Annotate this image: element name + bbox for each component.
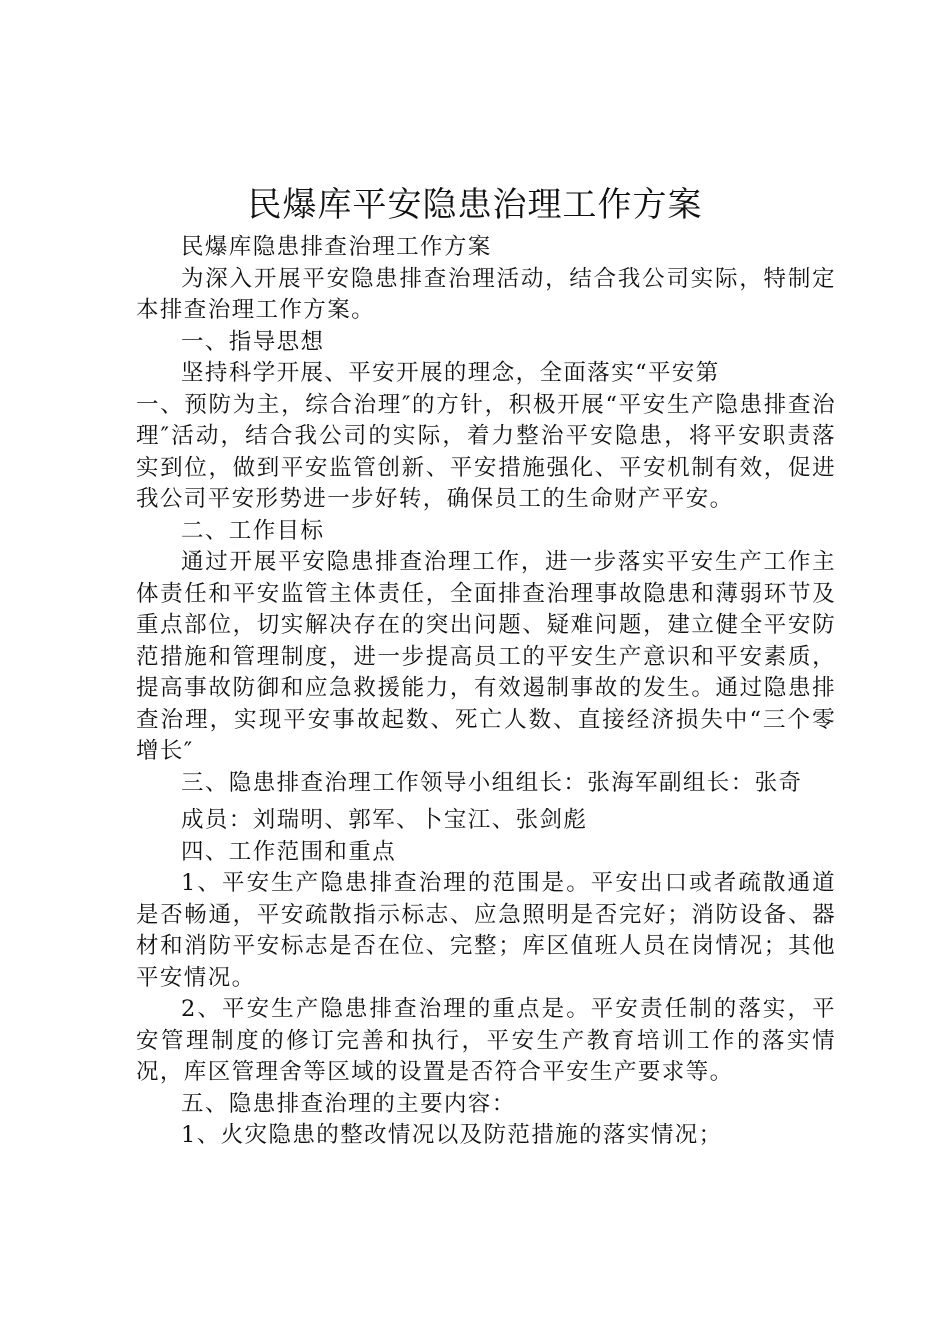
section-heading-guiding-ideology: 一、指导思想 — [181, 328, 325, 355]
document-body — [136, 232, 836, 1152]
paragraph-guiding-ideology-2: 一、预防为主，综合治理″的方针，积极开展“平安生产隐患排查治理″活动，结合我公司的实际，着力整治平安隐患，将平安职责落实到位，做到平安监管创新、平安措施强化、平安机制有效，促进我公司平安形势进一步好转，确保员工的生命财产平安。 — [136, 391, 836, 512]
paragraph-leadership-group: 三、隐患排查治理工作领导小组组长：张海军副组长：张奇 — [181, 769, 803, 796]
paragraph-intro: 为深入开展平安隐患排查治理活动，结合我公司实际，特制定本排查治理工作方案。 — [136, 265, 836, 323]
paragraph-scope: 1、平安生产隐患排查治理的范围是。平安出口或者疏散通道是否畅通，平安疏散指示标志、应急照明是否完好；消防设备、器材和消防平安标志是否在位、完整；库区值班人员在岗情况；其他平安情况。 — [136, 870, 836, 991]
section-heading-work-goals: 二、工作目标 — [181, 517, 325, 544]
paragraph-members: 成员：刘瑞明、郭军、卜宝江、张剑彪 — [181, 807, 588, 833]
paragraph-fire-hazards: 1、火灾隐患的整改情况以及防范措施的落实情况； — [181, 1122, 723, 1148]
paragraph-subtitle: 民爆库隐患排查治理工作方案 — [181, 234, 492, 260]
section-heading-scope-focus: 四、工作范围和重点 — [181, 838, 397, 865]
paragraph-guiding-ideology-1: 坚持科学开展、平安开展的理念，全面落实“平安第 — [181, 360, 720, 386]
section-heading-main-content: 五、隐患排查治理的主要内容： — [181, 1090, 516, 1117]
paragraph-focus: 2、平安生产隐患排查治理的重点是。平安责任制的落实，平安管理制度的修订完善和执行，平安生产教育培训工作的落实情况，库区管理舍等区域的设置是否符合平安生产要求等。 — [136, 996, 836, 1085]
document-title: 民爆库平安隐患治理工作方案 — [247, 185, 703, 225]
paragraph-work-goals: 通过开展平安隐患排查治理工作，进一步落实平安生产工作主体责任和平安监管主体责任，全面排查治理事故隐患和薄弱环节及重点部位，切实解决存在的突出问题、疑难问题，建立健全平安防范措施和管理制度，进一步提高员工的平安生产意识和平安素质，提高事故防御和应急救援能力，有效遏制事故的发生。通过隐患排查治理，实现平安事故起数、死亡人数、直接经济损失中“三个零增长″ — [136, 549, 836, 764]
